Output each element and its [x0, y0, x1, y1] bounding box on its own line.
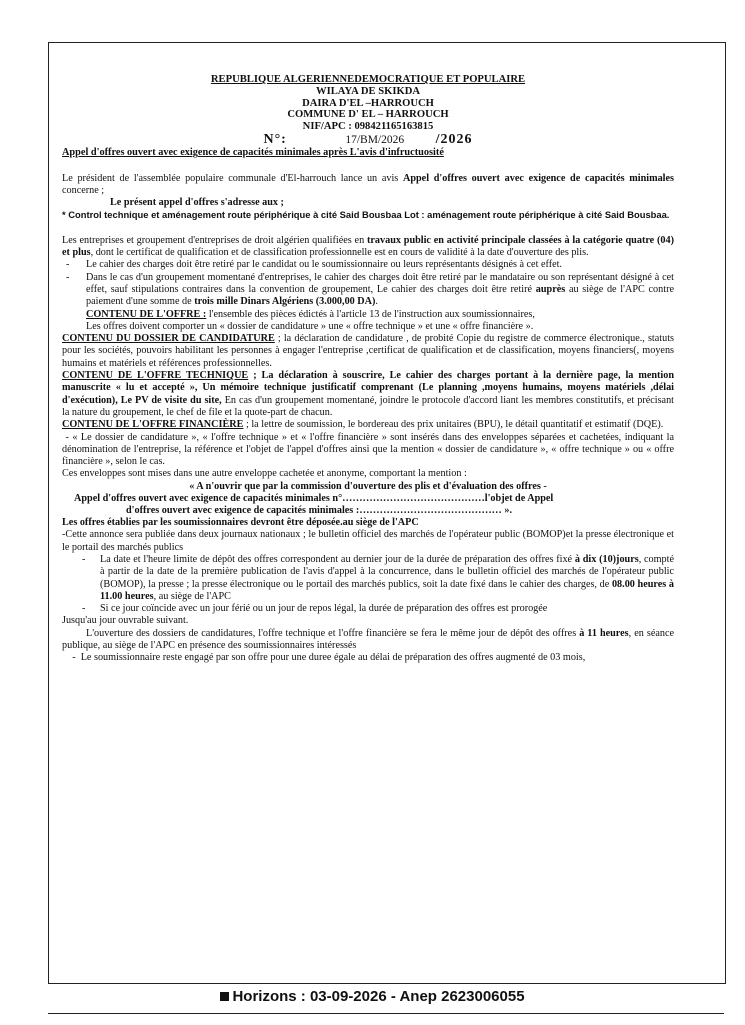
header-daira: DAIRA D'EL –HARROUCH	[302, 97, 434, 109]
mention-line-3: d'offres ouvert avec exigence de capacités minimales :…………………………………… ».	[126, 504, 513, 516]
mention-line-2: Appel d'offres ouvert avec exigence de capacités minimales n°……………………………………l'objet de Appel	[74, 492, 554, 504]
depot-title: Les offres établies par les soumissionnaires devront être déposée.au siège de l'APC	[62, 517, 419, 529]
document-body	[62, 74, 674, 665]
financiere-section: CONTENU DE L'OFFRE FINANCIÈRE ; la lettre de soumission, le bordereau des prix unitaires (BPU), le détail quantitatif et estimatif (DQE).	[62, 419, 664, 431]
validity-paragraph: - Le soumissionnaire reste engagé par son offre pour une duree égale au délai de préparation des offres augmenté de 03 mois,	[62, 652, 586, 664]
eligibility-paragraph: Les entreprises et groupement d'entreprises de droit algérien qualifiées en travaux public en activité principale classées à la catégorie quatre (04) et plus, dont le certificat de qualification et de classification professionnelle est en cours de validité à la date d'ouverture des plis.	[62, 234, 674, 259]
number-value: 17/BM/2026	[345, 133, 405, 146]
opening-paragraph: L'ouverture des dossiers de candidatures, l'offre technique et l'offre financière se fera le même jour de dépôt des offres à 11 heures, en séance publique, au siège de l'APC en présence des soumissionnaires intéressés	[62, 627, 674, 652]
reference-number	[62, 131, 674, 147]
subject-line: Appel d'offres ouvert avec exigence de capacités minimales après L'avis d'infructuosité	[62, 147, 444, 159]
addressed-to: Le présent appel d'offres s'adresse aux ;	[110, 197, 284, 209]
header-republic: REPUBLIQUE ALGERIENNEDEMOCRATIQUE ET POPULAIRE	[210, 74, 526, 85]
offre-composition: Les offres doivent comporter un « dossier de candidature » une « offre technique » et une « offre financière ».	[86, 320, 534, 332]
dossier-section: CONTENU DU DOSSIER DE CANDIDATURE ; la déclaration de candidature , de probité Copie du registre de commerce électronique., statuts pour les sociétés, pouvoirs habilitant les personnes à engager l'entreprise ,certificat de qualification et de classification, moyens financiers(, moyens humains et matériels et références professionnelles.	[62, 333, 674, 369]
envelopes-paragraph: - « Le dossier de candidature », « l'offre technique » et « l'offre financière » sont insérés dans des enveloppes séparées et cachetées, indiquant la dénomination de l'entreprise, la référence et l'objet de l'appel d'offres ainsi que la mention « dossier de candidature », « offre technique » ou « offre financière », selon le cas.	[62, 431, 674, 468]
number-label: N°:	[263, 131, 287, 147]
technique-section: CONTENU DE L'OFFRE TECHNIQUE ; La déclaration à souscrire, Le cahier des charges portant à la dernière page, la mention manuscrite « lu et accepté », Un mémoire technique justificatif comprenant (Le planning ,moyens humains, moyens matériels ,délai d'exécution), Le PV de visite du site, En cas d'un groupement momentané, joindre le protocole d'accord liant les membres constitutifs, et précisant la nature du groupement, le chef de file et la quote-part de chacun.	[62, 370, 674, 418]
intro-paragraph: Le président de l'assemblée populaire communale d'El-harrouch lance un avis Appel d'offres ouvert avec exigence de capacités minimales concerne ;	[62, 172, 674, 196]
header-commune: COMMUNE D' EL – HARROUCH	[287, 109, 449, 121]
bottom-rule	[48, 1013, 724, 1014]
cahier-bullet-1: - Le cahier des charges doit être retiré par le candidat ou le soumissionnaire ou leurs représentants désignés à cet effet.	[62, 259, 674, 271]
next-working-day: Jusqu'au jour ouvrable suivant.	[62, 615, 189, 627]
mention-line-1: « A n'ouvrir que par la commission d'ouverture des plis et d'évaluation des offres -	[189, 480, 547, 492]
offre-contents: CONTENU DE L'OFFRE : l'ensemble des pièces édictés à l'article 13 de l'instruction aux soumissionnaires,	[86, 308, 535, 320]
header-wilaya: WILAYA DE SKIKDA	[315, 85, 420, 97]
deadline-bullet: - La date et l'heure limite de dépôt des offres correspondent au dernier jour de la durée de préparation des offres fixé à dix (10)jours, compté à partir de la date de la première publication de l'avis d'appel à la concurrence, dans le bulletin officiel des marchés de l'opérateur public (BOMOP), la presse ; la presse électronique ou le portail des marchés publics, soit la date fixé dans le cahier des charges, de 08.00 heures à 11.00 heures, au siège de l'APC	[62, 554, 674, 603]
publication-footer: Horizons : 03-09-2026 - Anep 2623006055	[0, 988, 745, 1005]
cahier-bullet-2: - Dans le cas d'un groupement momentané d'entreprises, le cahier des charges doit être retiré par le mandataire ou son représentant désigné à cet effet, sauf stipulations contraires dans la convention de groupement, Le cahier des charges doit être retiré auprès au siège de l'APC contre paiement d'une somme de trois mille Dinars Algériens (3.000,00 DA).	[62, 272, 674, 309]
header-nif: NIF/APC : 098421165163815	[302, 121, 434, 133]
square-bullet-icon	[220, 992, 229, 1001]
publication-paragraph: -Cette annonce sera publiée dans deux journaux nationaux ; le bulletin officiel des marchés de l'opérateur public (BOMOP)et la presse électronique et le portail des marchés publics	[62, 529, 674, 553]
number-year: /2026	[435, 131, 473, 147]
envelopes-mention: Ces enveloppes sont mises dans une autre enveloppe cachetée et anonyme, comportant la mention :	[62, 468, 467, 480]
project-title: * Control technique et aménagement route périphérique à cité Said Bousbaa Lot : aménagement route périphérique à cité Said Bousbaa.	[62, 209, 670, 221]
holiday-bullet: - Si ce jour coïncide avec un jour férié ou un jour de repos légal, la durée de préparation des offres est prorogée	[62, 603, 674, 615]
